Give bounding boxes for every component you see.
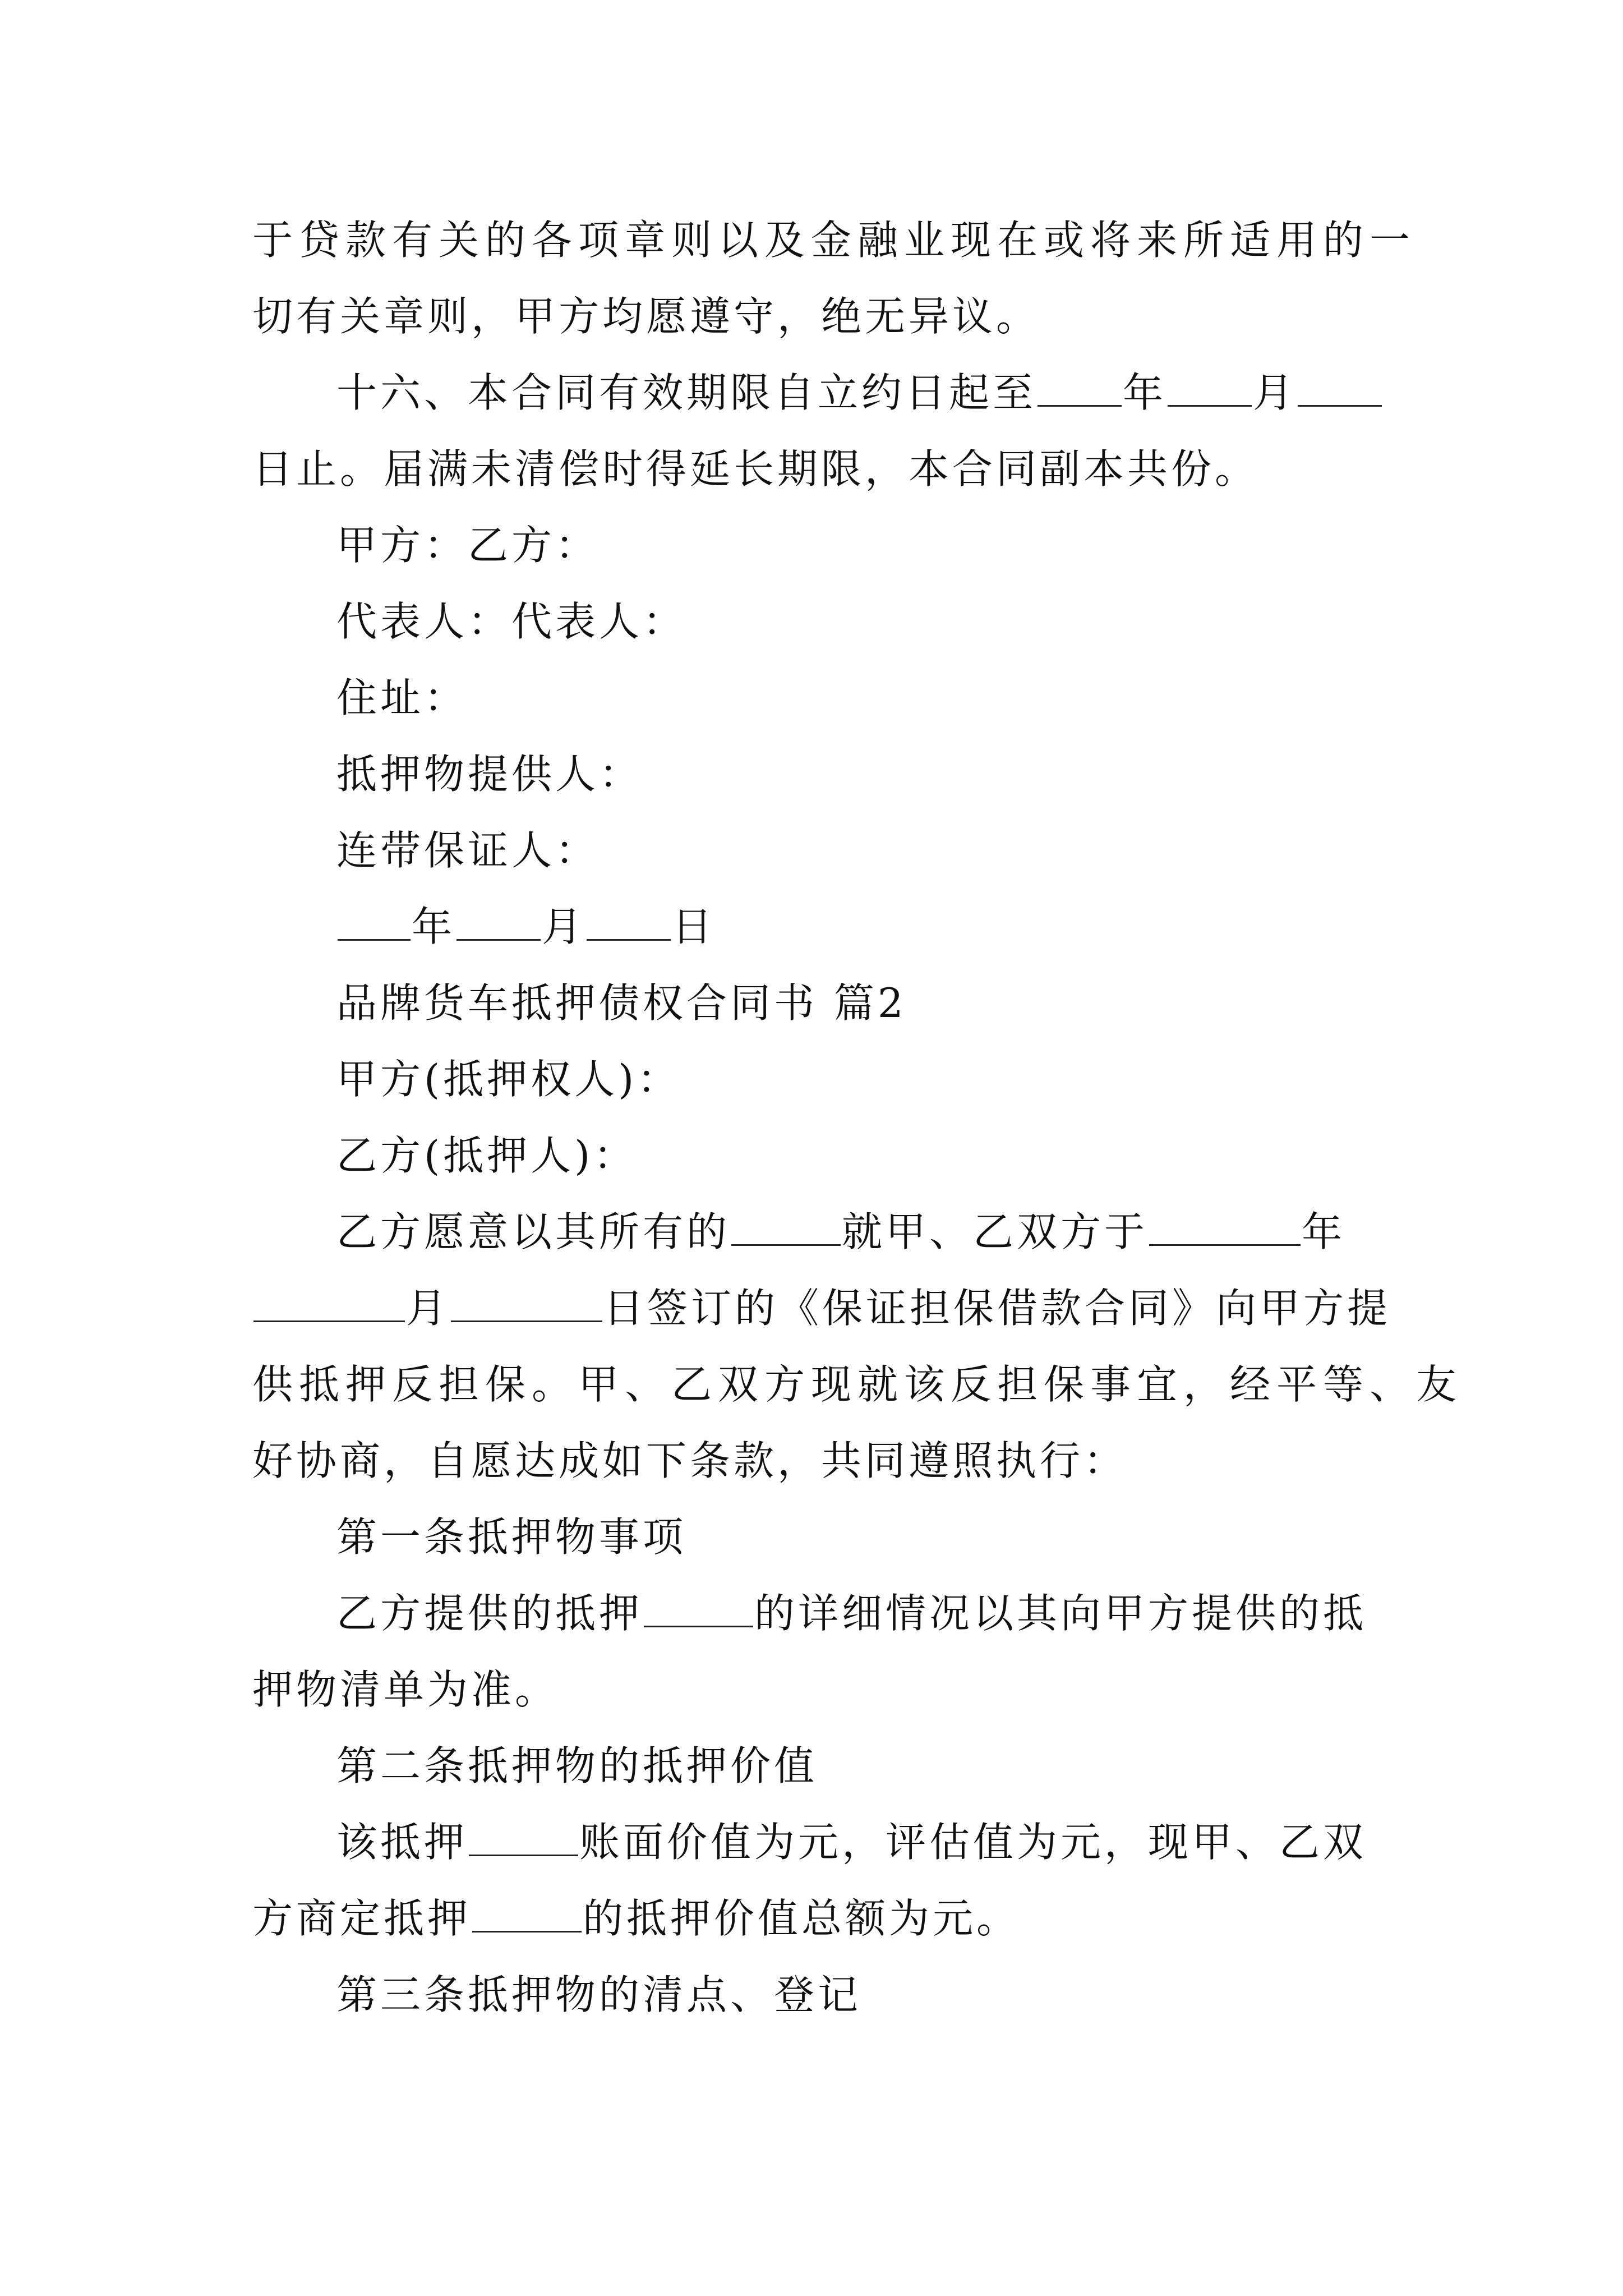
text-line xyxy=(252,1663,559,1717)
text-line xyxy=(252,442,1258,496)
text-segment: 月 xyxy=(1253,369,1297,416)
text-segment: 日止。届满未清偿时得延长期限，本合同副本共份。 xyxy=(252,445,1259,493)
article-1-heading xyxy=(336,1510,686,1564)
text-line xyxy=(252,1892,1020,1945)
text-segment: 日 xyxy=(672,903,716,950)
text-segment: 方商定抵押 xyxy=(252,1895,472,1942)
text-segment: 好协商，自愿达成如下条款，共同遵照执行： xyxy=(252,1437,1128,1484)
signature-address-line xyxy=(336,671,468,725)
signature-guarantor-line xyxy=(336,823,599,877)
blank-line xyxy=(472,1898,582,1932)
text-segment: 的详细情况以其向甲方提供的抵 xyxy=(754,1590,1367,1637)
text-segment: 账面价值为元，评估值为元，现甲、乙双 xyxy=(579,1819,1367,1866)
section-title xyxy=(336,976,907,1030)
text-segment: 代表人：代表人： xyxy=(336,598,687,645)
text-segment: 供抵押反担保。甲、乙双方现就该反担保事宜，经平等、友 xyxy=(252,1361,1463,1408)
text-segment: 第一条抵押物事项 xyxy=(336,1513,687,1561)
text-segment: 连带保证人： xyxy=(336,827,600,874)
date-line xyxy=(336,900,716,954)
blank-line xyxy=(587,907,671,941)
text-segment: 住址： xyxy=(336,674,468,721)
article-2-heading xyxy=(336,1739,818,1793)
signature-mortgagor-line xyxy=(336,747,643,801)
text-segment: 该抵押 xyxy=(336,1819,468,1866)
text-line xyxy=(252,213,1416,267)
text-segment: 日签订的《保证担保借款合同》向甲方提 xyxy=(603,1285,1391,1332)
text-segment: 品牌货车抵押债权合同书 篇2 xyxy=(336,979,907,1027)
text-line xyxy=(252,289,1040,343)
text-segment: 年 xyxy=(412,903,456,950)
blank-line xyxy=(457,907,541,941)
blank-line xyxy=(1038,372,1122,407)
text-segment: 年 xyxy=(1302,1208,1346,1255)
blank-line xyxy=(1168,372,1252,407)
text-segment: 月 xyxy=(542,903,586,950)
party-b-line xyxy=(336,1129,637,1182)
text-segment: 于贷款有关的各项章则以及金融业现在或将来所适用的一 xyxy=(252,217,1417,264)
blank-line xyxy=(469,1822,578,1856)
text-segment: 月 xyxy=(406,1285,450,1332)
text-segment: 乙方(抵押人)： xyxy=(336,1132,638,1179)
signature-party-line xyxy=(336,518,599,572)
party-a-line xyxy=(336,1052,681,1106)
clause-16-line xyxy=(336,366,1383,420)
blank-line xyxy=(451,1288,602,1322)
text-segment: 切有关章则，甲方均愿遵守，绝无异议。 xyxy=(252,293,1040,340)
text-segment: 年 xyxy=(1123,369,1167,416)
text-segment: 甲方：乙方： xyxy=(336,522,600,569)
blank-line xyxy=(1298,372,1382,407)
blank-line xyxy=(338,907,411,941)
text-segment: 押物清单为准。 xyxy=(252,1666,559,1713)
text-segment: 就甲、乙双方于 xyxy=(842,1208,1149,1255)
text-line xyxy=(252,1358,1463,1411)
text-segment: 十六、本合同有效期限自立约日起至 xyxy=(336,369,1037,416)
article-3-heading xyxy=(336,1968,861,2022)
blank-line xyxy=(253,1288,405,1322)
signature-representative-line xyxy=(336,595,686,648)
text-segment: 乙方愿意以其所有的 xyxy=(336,1208,731,1255)
text-line xyxy=(252,1281,1391,1335)
text-segment: 第三条抵押物的清点、登记 xyxy=(336,1971,862,2018)
text-segment: 抵押物提供人： xyxy=(336,751,643,798)
blank-line xyxy=(731,1212,841,1246)
text-segment: 的抵押价值总额为元。 xyxy=(583,1895,1021,1942)
text-line xyxy=(336,1586,1367,1640)
blank-line xyxy=(1149,1212,1301,1246)
text-segment: 甲方(抵押权人)： xyxy=(336,1056,681,1103)
text-line xyxy=(336,1815,1367,1869)
text-segment: 第二条抵押物的抵押价值 xyxy=(336,1742,818,1789)
text-segment: 乙方提供的抵押 xyxy=(336,1590,643,1637)
blank-line xyxy=(644,1593,753,1627)
text-line xyxy=(252,1434,1127,1488)
text-line xyxy=(336,1205,1345,1259)
